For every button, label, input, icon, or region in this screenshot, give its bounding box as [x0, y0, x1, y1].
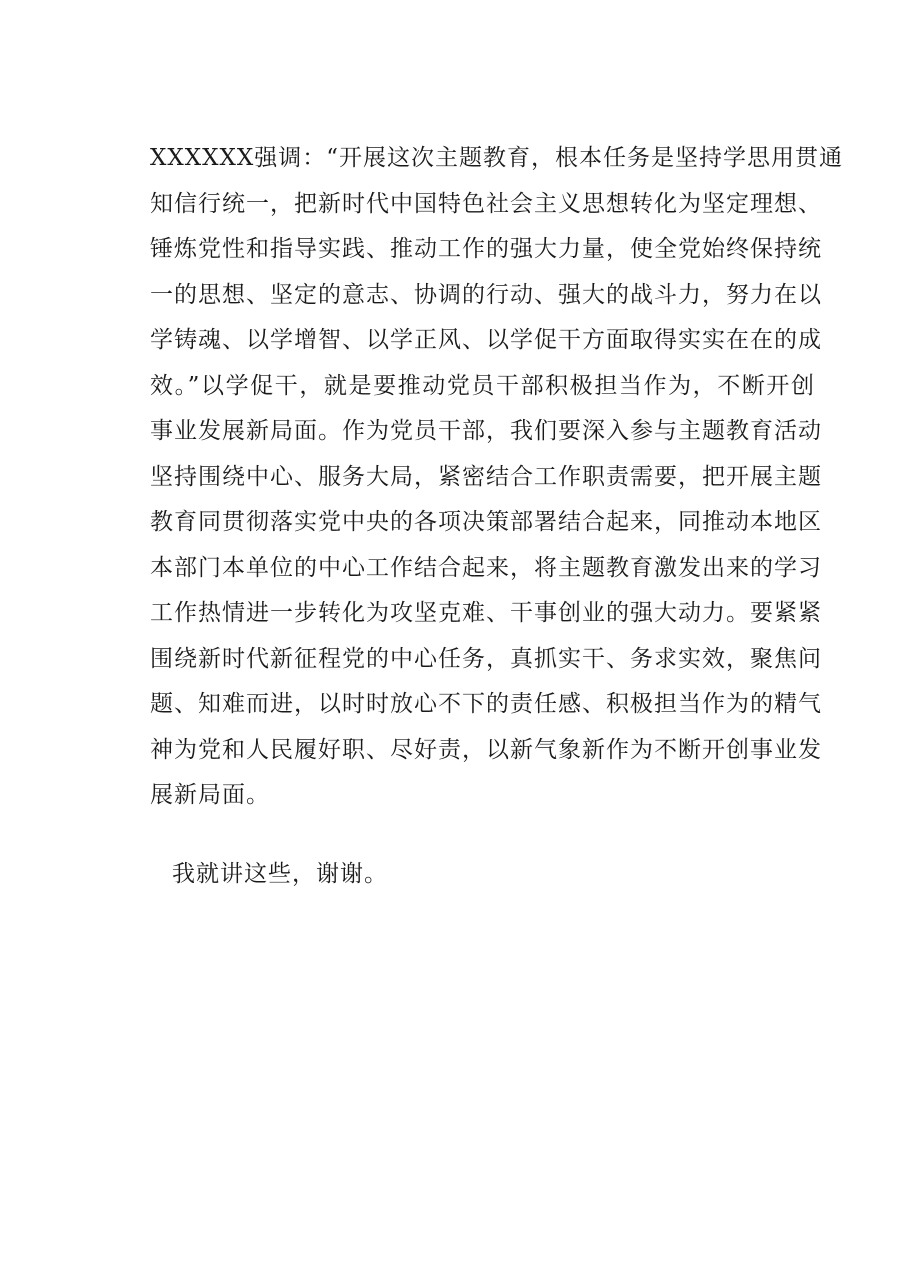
body-paragraph — [150, 136, 844, 819]
paragraph-line: 坚持围绕中心、服务大局，紧密结合工作职责需要，把开展主题 — [150, 463, 822, 490]
paragraph-line: 围绕新时代新征程党的中心任务，真抓实干、务求实效，聚焦问 — [150, 645, 822, 672]
paragraph-line: 学铸魂、以学增智、以学正风、以学促干方面取得实实在在的成 — [150, 327, 822, 353]
closing-remark: 我就讲这些，谢谢。 — [172, 861, 388, 887]
paragraph-line: 锤炼党性和指导实践、推动工作的强大力量，使全党始终保持统 — [150, 236, 822, 262]
paragraph-line: 一的思想、坚定的意志、协调的行动、强大的战斗力，努力在以 — [150, 281, 822, 308]
paragraph-line: 事业发展新局面。作为党员干部，我们要深入参与主题教育活动 — [150, 418, 822, 444]
paragraph-line: 神为党和人民履好职、尽好责，以新气象新作为不断开创事业发 — [150, 736, 822, 763]
paragraph-line: 题、知难而进，以时时放心不下的责任感、积极担当作为的精气 — [150, 691, 822, 717]
paragraph-line: 本部门本单位的中心工作结合起来，将主题教育激发出来的学习 — [150, 554, 822, 581]
paragraph-line: 教育同贯彻落实党中央的各项决策部署结合起来，同推动本地区 — [150, 509, 822, 535]
paragraph-line: XXXXXX强调：“开展这次主题教育，根本任务是坚持学思用贯通 — [150, 145, 844, 171]
paragraph-line: 效。”以学促干，就是要推动党员干部积极担当作为，不断开创 — [150, 372, 815, 399]
paragraph-line: 工作热情进一步转化为攻坚克难、干事创业的强大动力。要紧紧 — [150, 600, 822, 626]
paragraph-line: 展新局面。 — [150, 782, 270, 808]
paragraph-line: 知信行统一，把新时代中国特色社会主义思想转化为坚定理想、 — [150, 190, 822, 217]
